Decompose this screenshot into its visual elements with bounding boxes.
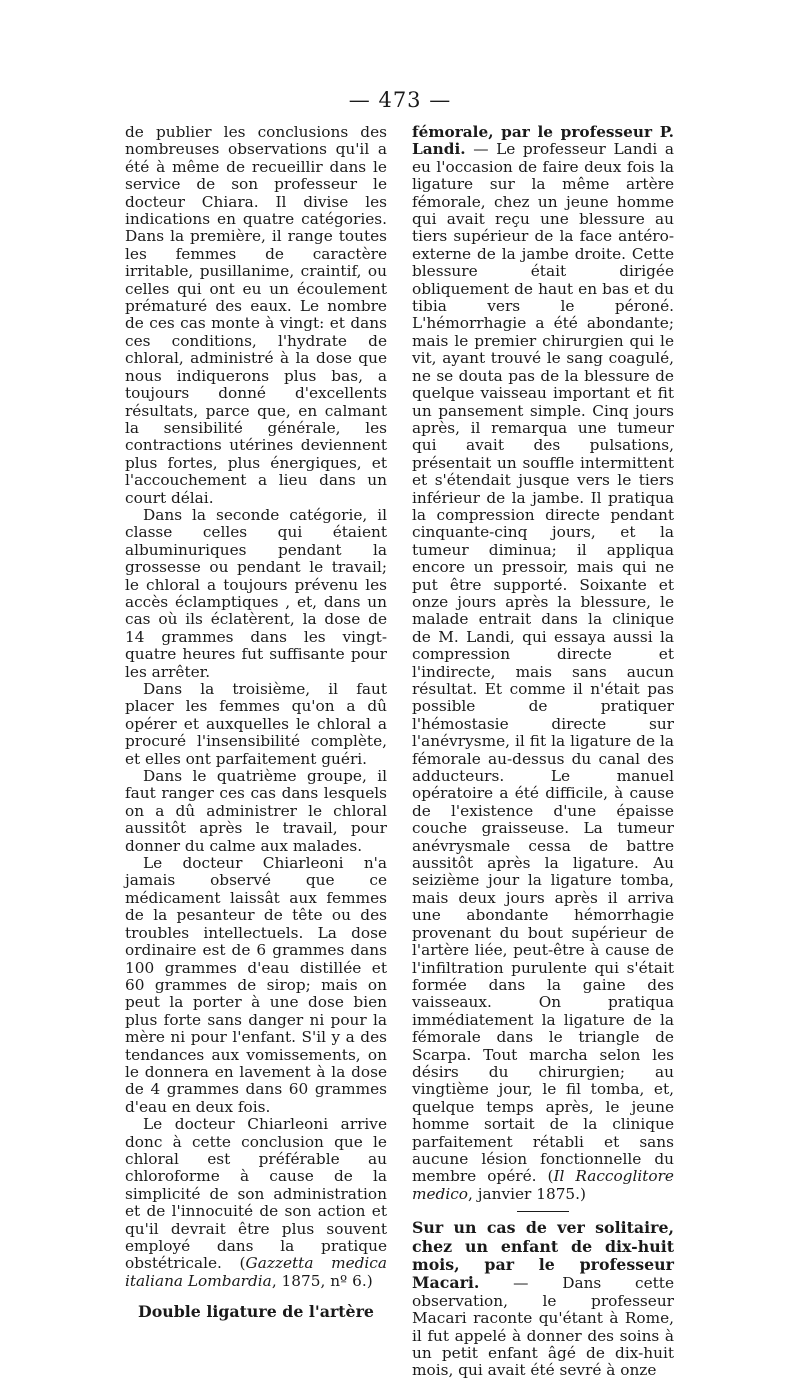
section-divider [517,1211,569,1212]
right-column [412,124,674,1380]
paragraph-with-heading [412,124,674,1203]
citation-title: Gazzetta medica italiana Lombardia [125,1254,387,1290]
paragraph: Le docteur Chiarleoni n'a jamais observé que ce médicament laissât aux femmes de la pesanteur de tête ou des troubles intellectuels. La dose ordinaire est de 6 grammes dans 100 grammes d'eau distillée et 60 grammes de sirop; mais on peut la porter à une dose bien plus forte sans danger ni pour la mère ni pour l'enfant. S'il y a des tendances aux vomissements, on le donnera en lavement à la dose de 4 grammes dans 60 grammes d'eau en deux fois. [125,854,387,1116]
citation-open: ( [239,1254,246,1273]
paragraph-text: — Le professeur Landi a eu l'occasion de faire deux fois la ligature sur la même artère fémorale, chez un jeune homme qui avait reçu une blessure au tiers supérieur de la face antéro-externe de la jambe droite. Cette blessure était dirigée obliquement de haut en bas et du tibia vers le péroné. L'hémorrhagie a été abondante; mais le premier chirurgien qui le vit, ayant trouvé le sang coagulé, ne se douta pas de la blessure de quelque vaisseau important et fit un pansement simple. Cinq jours après, il remarqua une tumeur qui avait des pulsations, présentait un souffle intermittent et s'étendait jusque vers le tiers inférieur de la jambe. Il pratiqua la compression directe pendant cinquante-cinq jours, et la tumeur diminua; il appliqua encore un pressoir, mais qui ne put être supporté. Soixante et onze jours après la blessure, le malade entrait dans la clinique de M. Landi, qui essaya aussi la compression directe et l'indirecte, mais sans aucun résultat. Et comme il n'était pas possible de pratiquer l'hémostasie directe sur l'anévrysme, il fit la ligature de la fémorale au-dessus du canal des adducteurs. Le manuel opératoire a été difficile, à cause de l'existence d'une épaisse couche graisseuse. La tumeur anévrysmale cessa de battre aussitôt après la ligature. Au seizième jour la ligature tomba, mais deux jours après il arriva une abondante hémorrhagie provenant du bout supérieur de l'artère liée, peut-être à cause de l'infiltration purulente qui s'était formée dans la gaine des vaisseaux. On pratiqua immédiatement la ligature de la fémorale dans le triangle de Scarpa. Tout marcha selon les désirs du chirurgien; au vingtième jour, le fil tomba, et, quelque temps après, le jeune homme sortait de la clinique parfaitement rétabli et sans aucune lésion fonctionnelle du membre opéré. [412,140,674,1186]
citation-rest: , 1875, nº 6.) [271,1271,373,1290]
page-number: — 473 — [348,88,452,112]
paragraph: de publier les conclusions des nombreuses observations qu'il a été à même de recueillir dans le service de son professeur le docteur Chiara. Il divise les indications en quatre catégories. Dans la première, il range toutes les femmes de caractère irritable, pusillanime, craintif, ou celles qui ont eu un écoulement prématuré des eaux. Le nombre de ces cas monte à vingt: et dans ces conditions, l'hydrate de chloral, administré à la dose que nous indiquerons plus bas, a toujours donné d'excellents résultats, parce que, en calmant la sensibilité générale, les contractions utérines deviennent plus fortes, plus énergiques, et l'accouchement a lieu dans un court délai. [125,123,387,507]
paragraph: Dans le quatrième groupe, il faut ranger ces cas dans lesquels on a dû administrer le chloral aussitôt après le travail, pour donner du calme aux malades. [125,767,387,855]
paragraph: Dans la troisième, il faut placer les femmes qu'on a dû opérer et auxquelles le chloral a procuré l'insensibilité complète, et elles ont parfaitement guéri. [125,680,387,768]
citation-rest: , janvier 1875.) [468,1184,586,1203]
paragraph-text: — Dans cette observation, le professeur Macari raconte qu'étant à Rome, il fut appelé à donner des soins à un petit enfant âgé de dix-huit mois, qui avait été sevré à onze [412,1274,674,1380]
citation-open: ( [536,1167,554,1186]
paragraph-with-citation [125,1116,387,1290]
section-heading-continued: fémorale, par le professeur P. Landi. [412,123,674,159]
section-heading: Double ligature de l'artère [138,1302,374,1322]
citation-title: Il Raccoglitore medico [412,1167,674,1203]
paragraph: Dans la seconde catégorie, il classe celles qui étaient albuminuriques pendant la grossesse ou pendant le travail; le chloral a toujours prévenu les accès éclamptiques , et, dans un cas où ils éclatèrent, la dose de 14 grammes dans les vingt-quatre heures fut suffisante pour les arrêter. [125,505,387,681]
section-heading: Sur un cas de ver solitaire, chez un enfant de dix-huit mois, par le professeur Macari. [412,1218,674,1293]
left-column [125,124,387,1321]
paragraph-text: Le docteur Chiarleoni arrive donc à cette conclusion que le chloral est préférable au chloroforme à cause de la simplicité de son administration et de l'innocuité de son action et qu'il devrait être plus souvent employé dans la pratique obstétricale. [125,1115,387,1273]
